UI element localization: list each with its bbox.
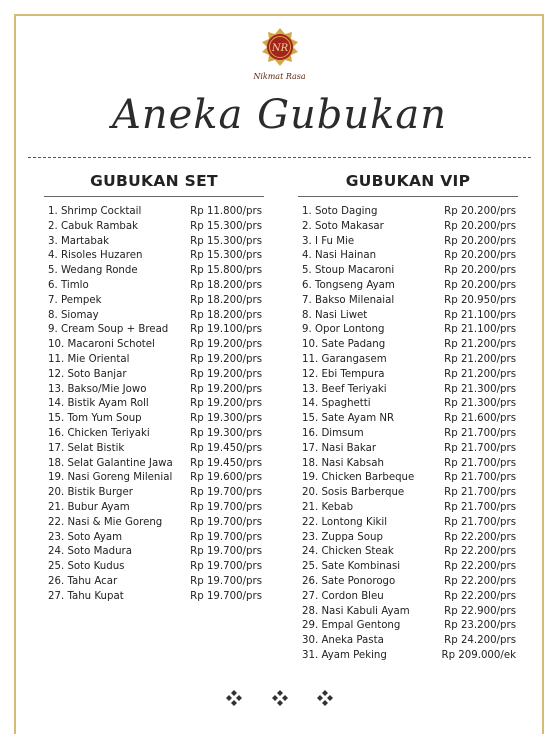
menu-item-price: Rp 20.200/prs <box>444 235 516 247</box>
footer-ornaments <box>0 690 559 710</box>
menu-item-name: 6. Timlo <box>48 279 89 291</box>
menu-item-price: Rp 22.200/prs <box>444 531 516 543</box>
menu-item <box>44 309 264 324</box>
menu-item-price: Rp 21.700/prs <box>444 487 516 499</box>
menu-item-name: 27. Cordon Bleu <box>302 590 384 602</box>
menu-item <box>44 220 264 235</box>
menu-item-price: Rp 18.200/prs <box>190 309 262 321</box>
menu-item-price: Rp 19.200/prs <box>190 339 262 351</box>
menu-item-name: 22. Lontong Kikil <box>302 516 388 528</box>
menu-item-name: 17. Nasi Bakar <box>302 442 377 454</box>
menu-item <box>298 545 518 560</box>
menu-item <box>298 457 518 472</box>
menu-item-name: 20. Bistik Burger <box>48 487 133 499</box>
menu-item-name: 26. Tahu Acar <box>48 575 118 587</box>
menu-item-price: Rp 19.700/prs <box>190 561 262 573</box>
menu-item-name: 5. Wedang Ronde <box>48 265 138 277</box>
menu-item-name: 1. Shrimp Cocktail <box>48 206 142 217</box>
menu-item-price: Rp 22.200/prs <box>444 561 516 573</box>
menu-item-name: 19. Chicken Barbeque <box>302 472 415 484</box>
menu-item <box>44 471 264 486</box>
logo-monogram: NR <box>271 43 288 54</box>
menu-item-price: Rp 23.200/prs <box>444 620 516 632</box>
menu-item <box>44 575 264 590</box>
menu-item-price: Rp 19.700/prs <box>190 487 262 499</box>
menu-item-name: 11. Mie Oriental <box>48 353 130 365</box>
menu-item-price: Rp 21.300/prs <box>444 398 516 410</box>
menu-item-name: 10. Macaroni Schotel <box>48 339 155 351</box>
menu-item-name: 14. Bistik Ayam Roll <box>48 398 149 410</box>
menu-item-price: Rp 19.450/prs <box>190 442 262 454</box>
menu-item-price: Rp 18.200/prs <box>190 279 262 291</box>
menu-item-price: Rp 24.200/prs <box>444 635 516 647</box>
menu-item-price: Rp 22.900/prs <box>444 605 516 617</box>
menu-item-name: 9. Opor Lontong <box>302 324 385 336</box>
menu-list <box>298 205 518 664</box>
menu-item <box>44 294 264 309</box>
menu-item-price: Rp 20.200/prs <box>444 206 516 217</box>
menu-item-name: 23. Zuppa Soup <box>302 531 383 543</box>
menu-item <box>298 531 518 546</box>
menu-item-name: 24. Chicken Steak <box>302 546 394 558</box>
menu-item-price: Rp 19.700/prs <box>190 501 262 513</box>
menu-item <box>44 353 264 368</box>
menu-item-price: Rp 15.300/prs <box>190 220 262 232</box>
menu-item <box>298 471 518 486</box>
menu-item-name: 4. Risoles Huzaren <box>48 250 143 262</box>
menu-item <box>298 501 518 516</box>
diamond-ornament-icon <box>317 690 333 710</box>
menu-item <box>298 590 518 605</box>
menu-item-name: 6. Tongseng Ayam <box>302 279 395 291</box>
menu-item <box>298 427 518 442</box>
logo-emblem-icon <box>258 26 302 70</box>
menu-item <box>298 412 518 427</box>
menu-item <box>44 531 264 546</box>
menu-item-name: 25. Soto Kudus <box>48 561 125 573</box>
menu-item <box>298 323 518 338</box>
menu-item-name: 22. Nasi & Mie Goreng <box>48 516 163 528</box>
menu-item <box>298 397 518 412</box>
menu-item-name: 12. Soto Banjar <box>48 368 127 380</box>
menu-item-name: 18. Nasi Kabsah <box>302 457 384 469</box>
menu-item-name: 31. Ayam Peking <box>302 649 387 661</box>
menu-item <box>298 353 518 368</box>
menu-item-price: Rp 21.700/prs <box>444 472 516 484</box>
menu-item-name: 12. Ebi Tempura <box>302 368 385 380</box>
menu-item-price: Rp 209.000/ek <box>441 649 516 661</box>
menu-item-price: Rp 19.300/prs <box>190 427 262 439</box>
menu-item-price: Rp 21.200/prs <box>444 368 516 380</box>
menu-item <box>298 619 518 634</box>
menu-item-price: Rp 20.200/prs <box>444 279 516 291</box>
logo <box>0 26 559 70</box>
menu-item-name: 4. Nasi Hainan <box>302 250 377 262</box>
menu-item-price: Rp 21.700/prs <box>444 427 516 439</box>
menu-item-name: 10. Sate Padang <box>302 339 386 351</box>
menu-item-name: 2. Cabuk Rambak <box>48 220 139 232</box>
menu-item-price: Rp 21.700/prs <box>444 516 516 528</box>
menu-item <box>44 205 264 220</box>
menu-item <box>298 235 518 250</box>
menu-item-price: Rp 19.200/prs <box>190 398 262 410</box>
menu-item-price: Rp 19.100/prs <box>190 324 262 336</box>
menu-item <box>44 442 264 457</box>
menu-item <box>298 516 518 531</box>
menu-item <box>298 279 518 294</box>
menu-item-name: 5. Stoup Macaroni <box>302 265 395 277</box>
menu-column-set <box>44 172 264 605</box>
menu-item-name: 15. Tom Yum Soup <box>48 413 142 425</box>
menu-item-name: 7. Pempek <box>48 294 102 306</box>
menu-item-name: 11. Garangasem <box>302 353 387 365</box>
menu-item-price: Rp 19.200/prs <box>190 368 262 380</box>
menu-item-price: Rp 19.700/prs <box>190 516 262 528</box>
page-title: Aneka Gubukan <box>111 92 448 138</box>
menu-item-price: Rp 20.200/prs <box>444 265 516 277</box>
menu-item-name: 7. Bakso Milenaial <box>302 294 395 306</box>
menu-item-price: Rp 20.200/prs <box>444 220 516 232</box>
menu-item <box>44 427 264 442</box>
menu-item-price: Rp 21.700/prs <box>444 501 516 513</box>
menu-item <box>298 575 518 590</box>
menu-list <box>44 205 264 605</box>
diamond-ornament-icon <box>226 690 242 710</box>
menu-item <box>44 323 264 338</box>
menu-item-name: 24. Soto Madura <box>48 546 132 558</box>
menu-item-name: 18. Selat Galantine Jawa <box>48 457 173 469</box>
menu-item <box>44 560 264 575</box>
menu-item-price: Rp 18.200/prs <box>190 294 262 306</box>
menu-item-price: Rp 15.800/prs <box>190 265 262 277</box>
menu-item <box>298 605 518 620</box>
menu-item-name: 21. Bubur Ayam <box>48 501 130 513</box>
menu-item-name: 8. Nasi Liwet <box>302 309 368 321</box>
menu-item-name: 13. Bakso/Mie Jowo <box>48 383 147 395</box>
menu-item-name: 26. Sate Ponorogo <box>302 575 396 587</box>
menu-item-price: Rp 21.100/prs <box>444 309 516 321</box>
menu-item-price: Rp 21.100/prs <box>444 324 516 336</box>
menu-item-name: 27. Tahu Kupat <box>48 590 124 602</box>
menu-item-price: Rp 20.950/prs <box>444 294 516 306</box>
menu-item <box>44 264 264 279</box>
menu-item-name: 25. Sate Kombinasi <box>302 561 401 573</box>
menu-item-price: Rp 19.300/prs <box>190 413 262 425</box>
menu-item <box>44 235 264 250</box>
menu-item-name: 3. Martabak <box>48 235 110 247</box>
menu-item-price: Rp 22.200/prs <box>444 575 516 587</box>
menu-item-name: 19. Nasi Goreng Milenial <box>48 472 173 484</box>
menu-item-price: Rp 21.700/prs <box>444 442 516 454</box>
diamond-ornament-icon <box>272 690 288 710</box>
menu-item <box>298 309 518 324</box>
menu-item-price: Rp 19.700/prs <box>190 575 262 587</box>
menu-item-price: Rp 19.200/prs <box>190 383 262 395</box>
menu-item-price: Rp 19.700/prs <box>190 590 262 602</box>
menu-item-name: 30. Aneka Pasta <box>302 635 384 647</box>
menu-item <box>44 338 264 353</box>
menu-item-price: Rp 11.800/prs <box>190 206 262 217</box>
menu-item <box>298 220 518 235</box>
menu-item <box>44 249 264 264</box>
menu-item-price: Rp 19.600/prs <box>190 472 262 484</box>
menu-item-name: 13. Beef Teriyaki <box>302 383 387 395</box>
menu-item <box>298 486 518 501</box>
menu-item-name: 16. Dimsum <box>302 427 364 439</box>
menu-item-price: Rp 19.700/prs <box>190 531 262 543</box>
menu-item <box>298 649 518 664</box>
menu-item-price: Rp 15.300/prs <box>190 250 262 262</box>
menu-item-price: Rp 21.200/prs <box>444 339 516 351</box>
menu-column-vip <box>298 172 518 664</box>
menu-item-name: 28. Nasi Kabuli Ayam <box>302 605 410 617</box>
menu-item-name: 8. Siomay <box>48 309 99 321</box>
menu-item <box>44 368 264 383</box>
menu-item-name: 23. Soto Ayam <box>48 531 123 543</box>
menu-item-price: Rp 19.200/prs <box>190 353 262 365</box>
menu-item <box>44 545 264 560</box>
menu-item <box>298 264 518 279</box>
menu-item <box>298 368 518 383</box>
menu-item <box>298 560 518 575</box>
menu-item <box>44 516 264 531</box>
menu-item <box>44 279 264 294</box>
menu-item <box>298 634 518 649</box>
menu-item-name: 2. Soto Makasar <box>302 220 384 232</box>
menu-item <box>298 205 518 220</box>
menu-item <box>44 397 264 412</box>
menu-item-name: 20. Sosis Barberque <box>302 487 405 499</box>
menu-item-price: Rp 19.450/prs <box>190 457 262 469</box>
menu-item-name: 1. Soto Daging <box>302 206 378 217</box>
menu-item-name: 9. Cream Soup + Bread <box>48 324 169 336</box>
menu-item-price: Rp 21.700/prs <box>444 457 516 469</box>
menu-item <box>44 383 264 398</box>
menu-item-name: 17. Selat Bistik <box>48 442 125 454</box>
menu-item <box>44 501 264 516</box>
menu-item-price: Rp 20.200/prs <box>444 250 516 262</box>
menu-item <box>44 457 264 472</box>
brand-name: Nikmat Rasa <box>253 72 306 81</box>
menu-item <box>44 486 264 501</box>
menu-item-price: Rp 21.200/prs <box>444 353 516 365</box>
menu-item-price: Rp 21.600/prs <box>444 413 516 425</box>
menu-heading: GUBUKAN VIP <box>298 172 518 197</box>
menu-item-price: Rp 21.300/prs <box>444 383 516 395</box>
menu-item-price: Rp 15.300/prs <box>190 235 262 247</box>
menu-item-price: Rp 19.700/prs <box>190 546 262 558</box>
menu-item-name: 29. Empal Gentong <box>302 620 401 632</box>
menu-item <box>44 590 264 605</box>
menu-item <box>298 338 518 353</box>
menu-item <box>298 442 518 457</box>
menu-item <box>298 383 518 398</box>
menu-item-name: 16. Chicken Teriyaki <box>48 427 150 439</box>
dashed-divider <box>28 157 531 158</box>
menu-item-name: 3. I Fu Mie <box>302 235 355 247</box>
menu-item <box>44 412 264 427</box>
menu-item-name: 14. Spaghetti <box>302 398 371 410</box>
menu-item-name: 21. Kebab <box>302 501 354 513</box>
menu-item-price: Rp 22.200/prs <box>444 546 516 558</box>
menu-heading: GUBUKAN SET <box>44 172 264 197</box>
menu-item <box>298 249 518 264</box>
menu-item <box>298 294 518 309</box>
menu-item-name: 15. Sate Ayam NR <box>302 413 395 425</box>
menu-item-price: Rp 22.200/prs <box>444 590 516 602</box>
